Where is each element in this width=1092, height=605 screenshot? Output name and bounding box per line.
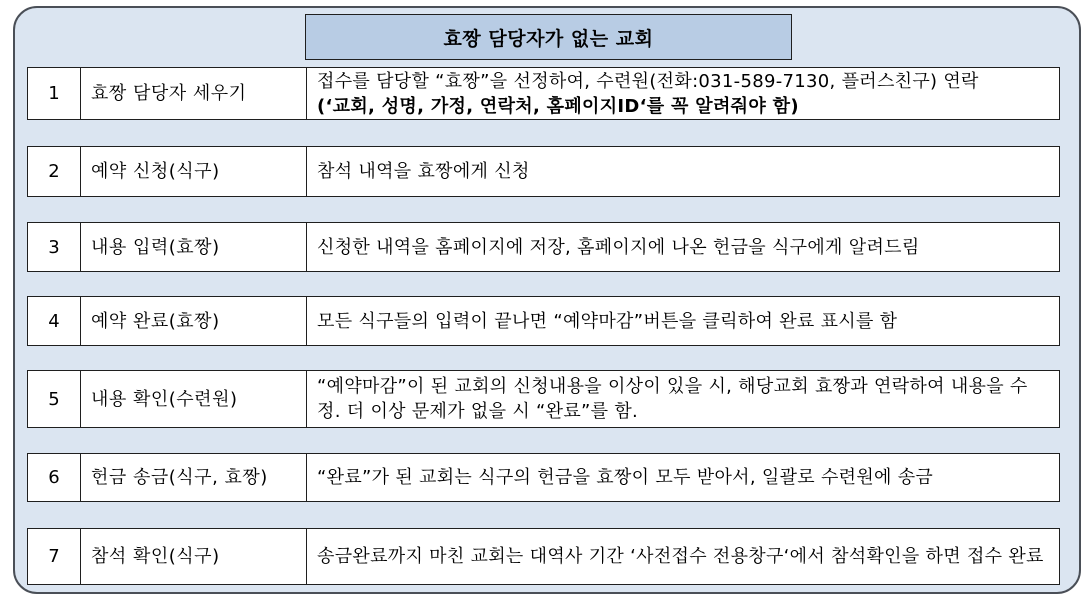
step-title: 내용 확인(수련원)	[81, 371, 307, 427]
step-description: 모든 식구들의 입력이 끝나면 “예약마감”버튼을 클릭하여 완료 표시를 함	[317, 310, 898, 332]
page-title: 효짱 담당자가 없는 교회	[305, 14, 792, 60]
step-description: “완료”가 된 교회는 식구의 헌금을 효짱이 모두 받아서, 일괄로 수련원에 송금	[317, 467, 934, 488]
table-row	[27, 453, 1060, 502]
table-row	[27, 528, 1060, 585]
table-row	[27, 370, 1060, 428]
step-description: 참석 내역을 효짱에게 신청	[317, 161, 530, 182]
step-title: 예약 완료(효짱)	[81, 297, 307, 345]
step-number: 1	[28, 68, 81, 119]
step-description-note: (‘교회, 성명, 가정, 연락처, 홈페이지ID‘를 꼭 알려줘야 함)	[317, 95, 799, 117]
step-number: 7	[28, 529, 81, 584]
step-description	[307, 68, 1059, 119]
step-description: 신청한 내역을 홈페이지에 저장, 홈페이지에 나온 헌금을 식구에게 알려드림	[317, 236, 920, 258]
step-description: 송금완료까지 마친 교회는 대역사 기간 ‘사전접수 전용창구‘에서 참석확인을 하면 접수 완료	[317, 546, 1044, 567]
table-row	[27, 67, 1060, 120]
step-description: “예약마감”이 된 교회의 신청내용을 이상이 있을 시, 해당교회 효짱과 연락하여 내용을 수정. 더 이상 문제가 없을 시 “완료”를 함.	[317, 376, 1028, 422]
table-row	[27, 146, 1060, 197]
step-description-text: 접수를 담당할 “효짱”을 선정하여, 수련원(전화:031-589-7130, 플러스친구) 연락	[317, 70, 979, 92]
step-title: 내용 입력(효짱)	[81, 223, 307, 271]
step-title: 효짱 담당자 세우기	[81, 68, 307, 119]
table-row	[27, 222, 1060, 272]
step-title: 예약 신청(식구)	[81, 147, 307, 196]
step-number: 5	[28, 371, 81, 427]
table-row	[27, 296, 1060, 346]
step-title: 헌금 송금(식구, 효짱)	[81, 454, 307, 501]
step-number: 3	[28, 223, 81, 271]
step-number: 4	[28, 297, 81, 345]
step-number: 2	[28, 147, 81, 196]
step-number: 6	[28, 454, 81, 501]
step-title: 참석 확인(식구)	[81, 529, 307, 584]
